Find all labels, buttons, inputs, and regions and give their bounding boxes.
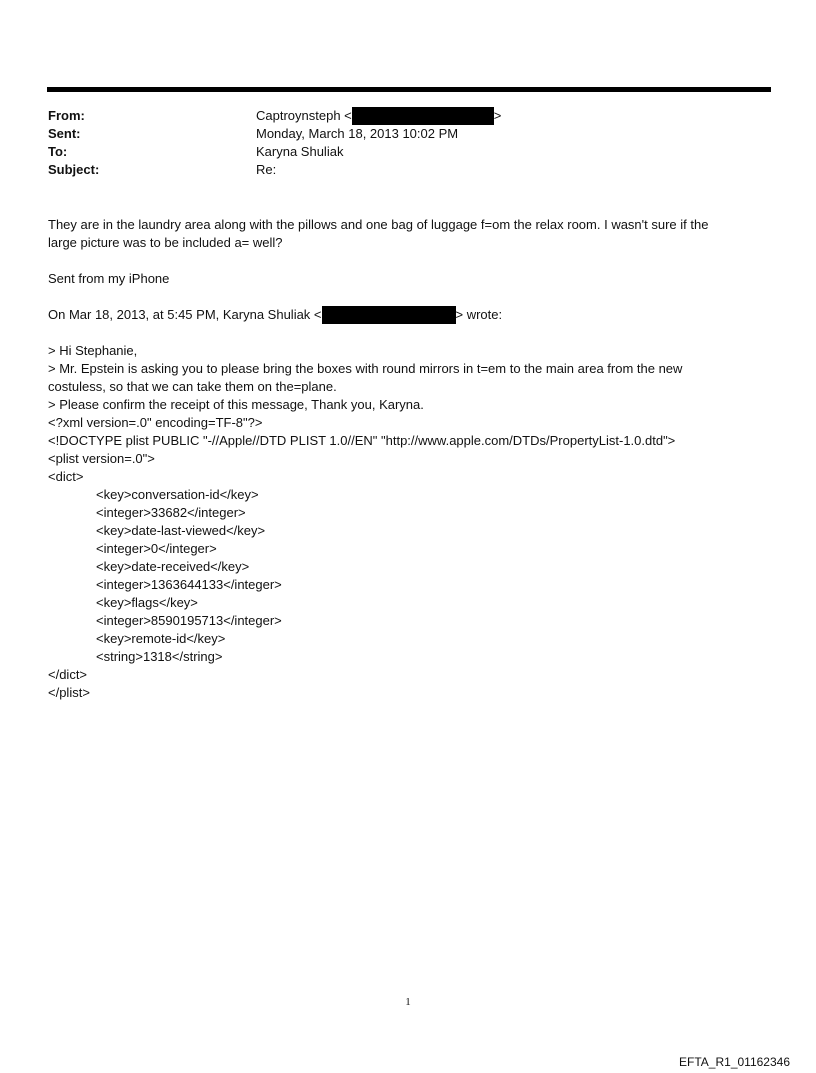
subject-label: Subject:	[48, 162, 100, 177]
dict-open: <dict>	[48, 469, 84, 484]
document-id: EFTA_R1_01162346	[679, 1055, 790, 1069]
dict-line: <integer>33682</integer>	[96, 505, 246, 520]
plist-close: </plist>	[48, 685, 90, 700]
sent-label: Sent:	[48, 126, 81, 141]
dict-line: <key>date-last-viewed</key>	[96, 523, 266, 538]
quote-intro-wrote: > wrote:	[455, 307, 503, 322]
signature: Sent from my iPhone	[48, 271, 170, 286]
to-value: Karyna Shuliak	[256, 144, 344, 159]
from-close: >	[493, 108, 502, 123]
from-value	[256, 107, 768, 125]
subject-row	[48, 161, 768, 179]
from-label: From:	[48, 108, 85, 123]
redaction-block	[352, 107, 494, 125]
dict-line: <integer>8590195713</integer>	[96, 613, 282, 628]
sent-row	[48, 125, 768, 143]
dict-line: <string>1318</string>	[96, 649, 223, 664]
to-label: To:	[48, 144, 68, 159]
xml-declaration: <?xml version=.0" encoding=TF-8"?>	[48, 415, 263, 430]
dict-line: <key>date-received</key>	[96, 559, 250, 574]
quote-intro-text: On Mar 18, 2013, at 5:45 PM, Karyna Shuliak <	[48, 307, 322, 322]
quoted-line: > Mr. Epstein is asking you to please bring the boxes with round mirrors in t=em to the main area from the new costuless, so that we can take them on the=plane.	[48, 361, 683, 394]
to-row	[48, 143, 768, 161]
doctype-line: <!DOCTYPE plist PUBLIC "-//Apple//DTD PLIST 1.0//EN" "http://www.apple.com/DTDs/PropertyList-1.0.dtd">	[48, 433, 676, 448]
dict-line: <key>remote-id</key>	[96, 631, 226, 646]
message-paragraph: They are in the laundry area along with the pillows and one bag of luggage f=om the relax room. I wasn't sure if the large picture was to be included a= well?	[48, 217, 709, 250]
quoted-line: > Please confirm the receipt of this message, Thank you, Karyna.	[48, 397, 424, 412]
header-divider	[47, 87, 771, 92]
quote-intro	[48, 306, 738, 324]
dict-line: <key>conversation-id</key>	[96, 487, 259, 502]
quoted-line: > Hi Stephanie,	[48, 343, 138, 358]
dict-line: <key>flags</key>	[96, 595, 198, 610]
from-row	[48, 107, 768, 125]
email-body	[48, 216, 738, 702]
page-number: 1	[405, 996, 411, 1008]
from-name: Captroynsteph <	[256, 108, 352, 123]
subject-value: Re:	[256, 162, 277, 177]
dict-line: <integer>1363644133</integer>	[96, 577, 282, 592]
dict-close: </dict>	[48, 667, 88, 682]
sent-value: Monday, March 18, 2013 10:02 PM	[256, 126, 459, 141]
plist-open: <plist version=.0">	[48, 451, 155, 466]
dict-line: <integer>0</integer>	[96, 541, 217, 556]
redaction-block	[322, 306, 456, 324]
email-header	[48, 107, 768, 179]
